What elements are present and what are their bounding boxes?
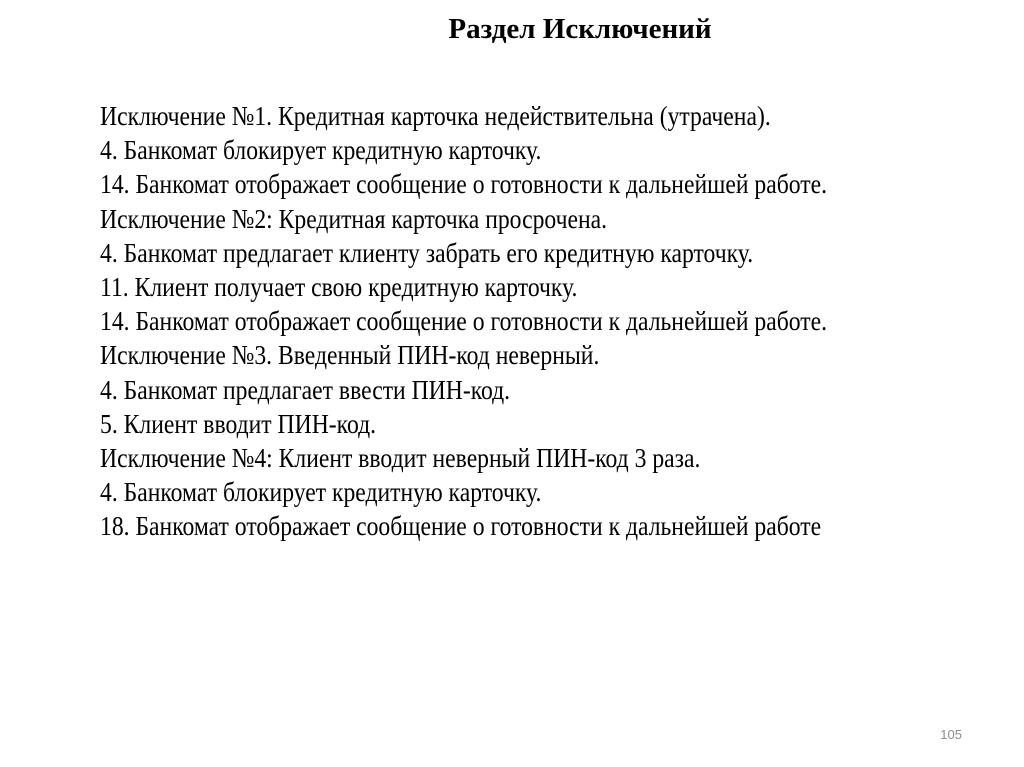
exception-4-step-4: 4. Банкомат блокирует кредитную карточку. (100, 476, 542, 508)
exception-3-heading: Исключение №3. Введенный ПИН-код неверный. (100, 339, 600, 371)
exception-2-heading: Исключение №2: Кредитная карточка просрочена. (100, 202, 608, 234)
slide-body (57, 99, 951, 544)
page-number: 105 (940, 727, 962, 742)
exception-4-heading: Исключение №4: Клиент вводит неверный ПИН-код 3 раза. (100, 442, 701, 474)
exception-1-step-4: 4. Банкомат блокирует кредитную карточку. (100, 134, 542, 166)
exception-1-heading: Исключение №1. Кредитная карточка недействительна (утрачена). (100, 100, 771, 131)
slide-title: Раздел Исключений (448, 13, 712, 45)
exception-2-step-11: 11. Клиент получает свою кредитную карточку. (100, 271, 578, 303)
exception-3-step-5: 5. Клиент вводит ПИН-код. (100, 407, 377, 439)
exception-3-step-4: 4. Банкомат предлагает ввести ПИН-код. (100, 373, 511, 405)
exception-2-step-4: 4. Банкомат предлагает клиенту забрать его кредитную карточку. (100, 236, 754, 268)
exception-4-step-18: 18. Банкомат отображает сообщение о готовности к дальнейшей работе (100, 510, 822, 542)
exception-1-step-14: 14. Банкомат отображает сообщение о готовности к дальнейшей работе. (100, 168, 827, 200)
exception-2-step-14: 14. Банкомат отображает сообщение о готовности к дальнейшей работе. (100, 305, 827, 337)
